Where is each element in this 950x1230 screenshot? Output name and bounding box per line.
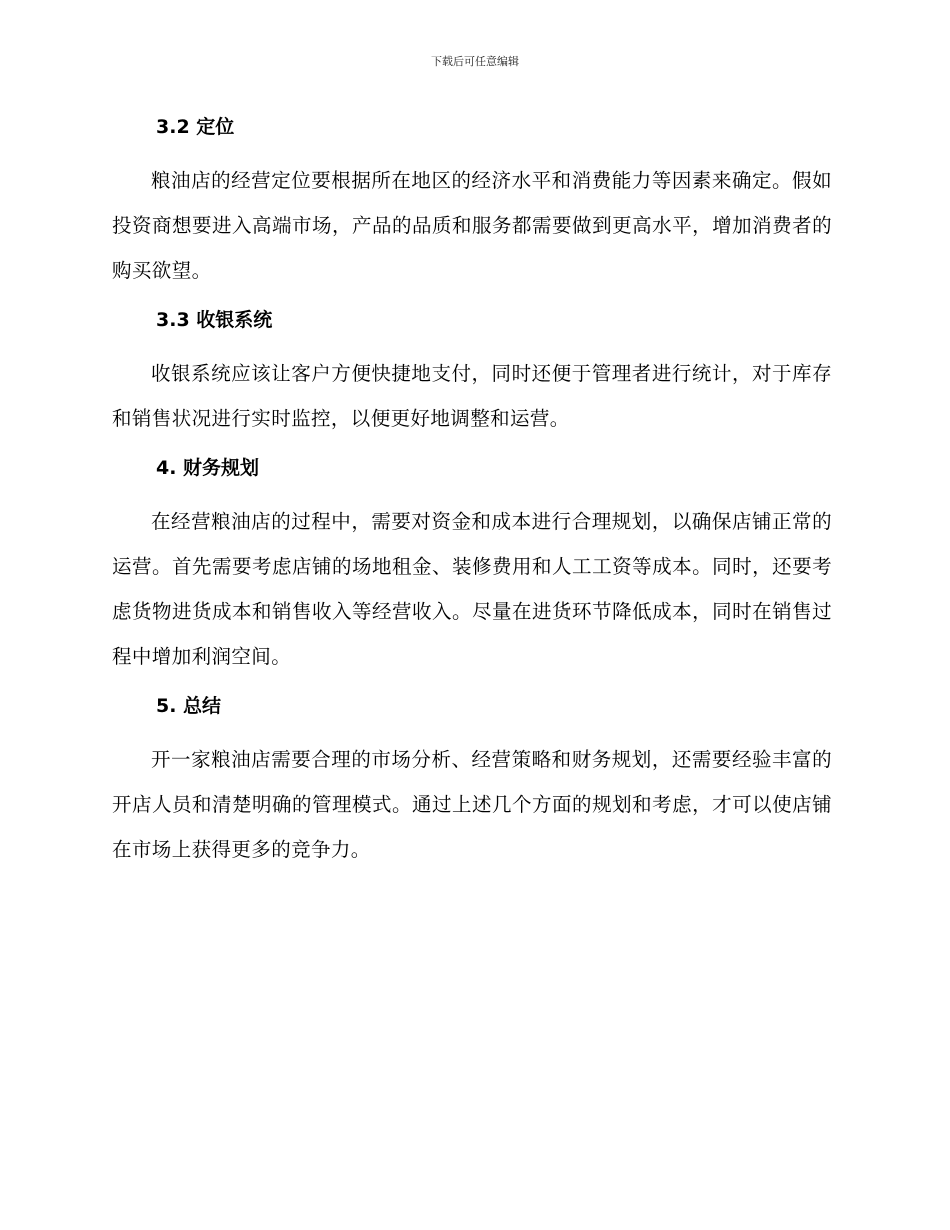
document-body <box>112 112 832 884</box>
page-header: 下载后可任意编辑 <box>431 55 519 68</box>
section-paragraph: 在经营粮油店的过程中，需要对资金和成本进行合理规划，以确保店铺正常的运营。首先需要考虑店铺的场地租金、装修费用和人工工资等成本。同时，还要考虑货物进货成本和销售收入等经营收入。尽量在进货环节降低成本，同时在销售过程中增加利润空间。 <box>112 510 832 668</box>
section-heading: 4. 财务规划 <box>156 457 260 479</box>
section-summary <box>112 691 832 872</box>
section-paragraph: 开一家粮油店需要合理的市场分析、经营策略和财务规划，还需要经验丰富的开店人员和清楚明确的管理模式。通过上述几个方面的规划和考虑，才可以使店铺在市场上获得更多的竞争力。 <box>112 748 832 861</box>
section-financial-planning <box>112 453 832 679</box>
section-paragraph: 粮油店的经营定位要根据所在地区的经济水平和消费能力等因素来确定。假如投资商想要进入高端市场，产品的品质和服务都需要做到更高水平，增加消费者的购买欲望。 <box>112 169 832 282</box>
section-heading: 3.3 收银系统 <box>156 309 273 331</box>
section-heading: 5. 总结 <box>156 695 222 717</box>
section-cashier-system <box>112 305 832 441</box>
section-positioning <box>112 112 832 293</box>
section-heading: 3.2 定位 <box>156 116 235 138</box>
section-paragraph: 收银系统应该让客户方便快捷地支付，同时还便于管理者进行统计，对于库存和销售状况进行实时监控，以便更好地调整和运营。 <box>112 362 832 430</box>
